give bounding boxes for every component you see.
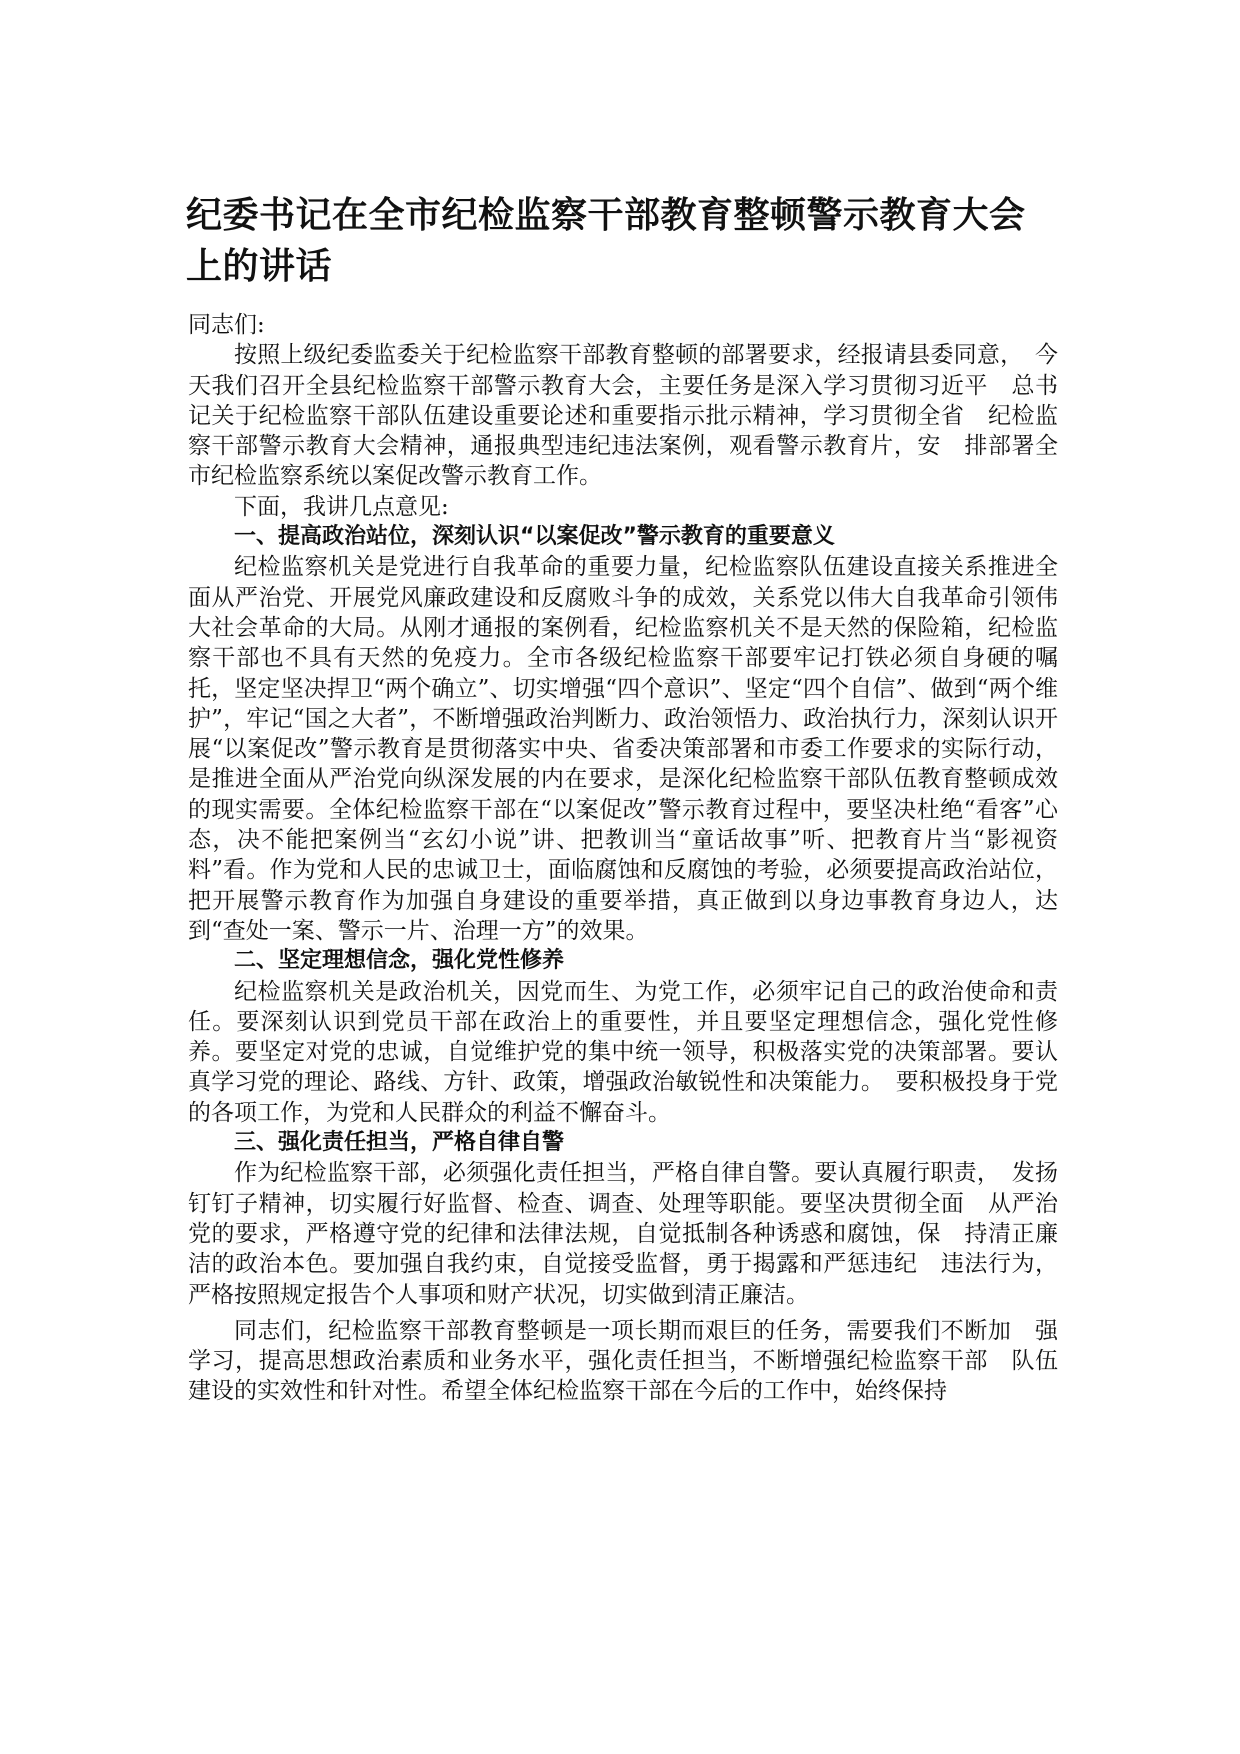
salutation: 同志们: (188, 312, 265, 338)
closing-paragraph: 同志们，纪检监察干部教育整顿是一项长期而艰巨的任务，需要我们不断加 强学习，提高思想政治素质和业务水平，强化责任担当，不断增强纪检监察干部 队伍建设的实效性和针对性。希望全体纪检监察干部在今后的工作中，始终保持 (188, 1317, 1058, 1405)
section-body-3: 作为纪检监察干部，必须强化责任担当，严格自律自警。要认真履行职责， 发扬钉钉子精神，切实履行好监督、检查、调查、处理等职能。要坚决贯彻全面 从严治党的要求，严格遵守党的纪律和法律法规，自觉抵制各种诱惑和腐蚀，保 持清正廉洁的政治本色。要加强自我约束，自觉接受监督，勇于揭露和严惩违纪 违法行为，严格按照规定报告个人事项和财产状况，切实做到清正廉洁。 (188, 1160, 1058, 1308)
section-heading-3: 三、强化责任担当，严格自律自警 (234, 1130, 565, 1156)
section-body-1: 纪检监察机关是党进行自我革命的重要力量，纪检监察队伍建设直接关系推进全面从严治党、开展党风廉政建设和反腐败斗争的成效，关系党以伟大自我革命引领伟大社会革命的大局。从刚才通报的案例看，纪检监察机关不是天然的保险箱，纪检监察干部也不具有天然的免疫力。全市各级纪检监察干部要牢记打铁必须自身硬的嘱托，坚定坚决捍卫“两个确立”、切实增强“四个意识”、坚定“四个自信”、做到“两个维护”，牢记“国之大者”，不断增强政治判断力、政治领悟力、政治执行力，深刻认识开展“以案促改”警示教育是贯彻落实中央、省委决策部署和市委工作要求的实际行动，是推进全面从严治党向纵深发展的内在要求，是深化纪检监察干部队伍教育整顿成效的现实需要。全体纪检监察干部在“以案促改”警示教育过程中，要坚决杜绝“看客”心态，决不能把案例当“玄幻小说”讲、把教训当“童话故事”听、把教育片当“影视资料”看。作为党和人民的忠诚卫士，面临腐蚀和反腐蚀的考验，必须要提高政治站位，把开展警示教育作为加强自身建设的重要举措，真正做到以身边事教育身边人，达到“查处一案、警示一片、治理一方”的效果。 (188, 554, 1058, 944)
document-title: 纪委书记在全市纪检监察干部教育整顿警示教育大会上的讲话 (186, 195, 1026, 287)
intro-paragraph: 按照上级纪委监委关于纪检监察干部教育整顿的部署要求，经报请县委同意， 今天我们召开全县纪检监察干部警示教育大会，主要任务是深入学习贯彻习近平 总书记关于纪检监察干部队伍建设重要论述和重要指示批示精神，学习贯彻全省 纪检监察干部警示教育大会精神，通报典型违纪违法案例，观看警示教育片，安 排部署全市纪检监察系统以案促改警示教育工作。 (188, 342, 1058, 490)
section-heading-2: 二、坚定理想信念，强化党性修养 (234, 948, 565, 974)
section-heading-1: 一、提高政治站位，深刻认识“以案促改”警示教育的重要意义 (234, 524, 835, 550)
document-body (188, 310, 1058, 1407)
transition-paragraph: 下面，我讲几点意见: (234, 493, 449, 520)
section-body-2: 纪检监察机关是政治机关，因党而生、为党工作，必须牢记自己的政治使命和责任。要深刻认识到党员干部在政治上的重要性，并且要坚定理想信念，强化党性修养。要坚定对党的忠诚，自觉维护党的集中统一领导，积极落实党的决策部署。要认真学习党的理论、路线、方针、政策，增强政治敏锐性和决策能力。 要积极投身于党的各项工作，为党和人民群众的利益不懈奋斗。 (188, 978, 1058, 1126)
